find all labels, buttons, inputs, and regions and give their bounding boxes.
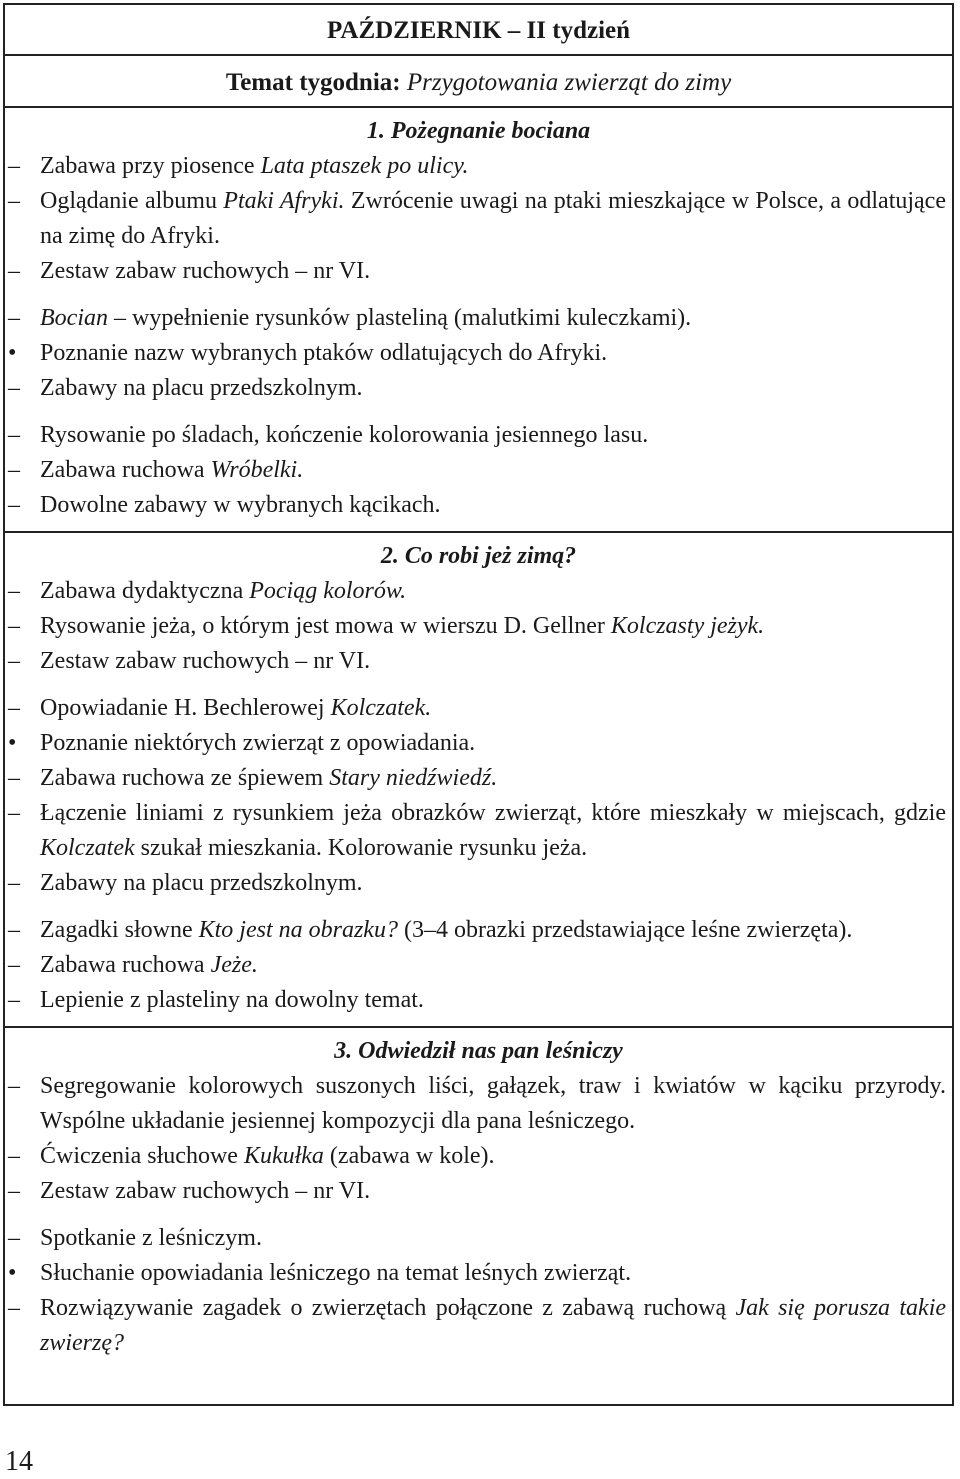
section bbox=[5, 108, 952, 533]
dash-marker: – bbox=[8, 457, 20, 483]
dash-marker: – bbox=[8, 870, 20, 896]
bullet-marker: • bbox=[8, 340, 17, 366]
dash-marker: – bbox=[8, 1143, 20, 1169]
dash-marker: – bbox=[8, 1178, 20, 1204]
dash-marker: – bbox=[8, 375, 20, 401]
italic-title: Kolczasty jeżyk. bbox=[610, 613, 765, 639]
text-run: Zabawy na placu przedszkolnym. bbox=[40, 375, 363, 401]
text-run: Słuchanie opowiadania leśniczego na temat leśnych zwierząt. bbox=[40, 1260, 632, 1286]
section-heading: 2. Co robi jeż zimą? bbox=[380, 543, 577, 569]
week-topic-value: Przygotowania zwierząt do zimy bbox=[406, 69, 732, 96]
sections-container bbox=[5, 108, 952, 1369]
italic-title: Pociąg kolorów. bbox=[249, 578, 407, 604]
item-text bbox=[40, 336, 952, 371]
dash-marker: – bbox=[8, 695, 20, 721]
item-text bbox=[40, 418, 952, 453]
dash-marker: – bbox=[8, 422, 20, 448]
dash-marker: – bbox=[8, 153, 20, 179]
text-run: Zabawy na placu przedszkolnym. bbox=[40, 870, 363, 896]
text-run: (zabawa w kole). bbox=[323, 1143, 495, 1169]
item-text bbox=[40, 691, 952, 726]
item-text bbox=[40, 948, 952, 983]
text-run: Zabawa dydaktyczna bbox=[40, 578, 250, 604]
text-run: (3–4 obrazki przedstawiające leśne zwierzęta). bbox=[397, 917, 853, 943]
italic-title: Kolczatek bbox=[40, 835, 135, 861]
section bbox=[5, 1028, 952, 1369]
item-text bbox=[40, 254, 952, 289]
list-item bbox=[5, 726, 952, 761]
list-item bbox=[5, 1221, 952, 1256]
text-run: Zabawa ruchowa bbox=[40, 457, 211, 483]
dash-marker: – bbox=[8, 765, 20, 791]
list-item bbox=[5, 1069, 952, 1139]
italic-title: Wróbelki. bbox=[210, 457, 304, 483]
text-run: Oglądanie albumu bbox=[40, 188, 224, 214]
text-run: Opowiadanie H. Bechlerowej bbox=[40, 695, 331, 721]
list-item bbox=[5, 488, 952, 523]
item-text bbox=[40, 644, 952, 679]
activity-group bbox=[5, 691, 952, 901]
item-text bbox=[40, 1174, 952, 1209]
list-item bbox=[5, 336, 952, 371]
list-item bbox=[5, 866, 952, 901]
lesson-plan-frame bbox=[3, 3, 954, 1406]
list-item bbox=[5, 184, 952, 254]
italic-title: Jeże. bbox=[210, 952, 258, 978]
list-item bbox=[5, 453, 952, 488]
item-text bbox=[40, 1221, 952, 1256]
dash-marker: – bbox=[8, 987, 20, 1013]
list-item bbox=[5, 149, 952, 184]
activity-group bbox=[5, 574, 952, 679]
text-run: Zestaw zabaw ruchowych – nr VI. bbox=[40, 258, 371, 284]
italic-title: Bocian bbox=[40, 305, 108, 331]
section bbox=[5, 533, 952, 1028]
page-title: PAŹDZIERNIK – II tydzień bbox=[326, 17, 631, 44]
item-text bbox=[40, 488, 952, 523]
dash-marker: – bbox=[8, 305, 20, 331]
text-run: Rozwiązywanie zagadek o zwierzętach połączone z zabawą ruchową bbox=[40, 1295, 736, 1321]
text-run: Rysowanie po śladach, kończenie kolorowania jesiennego lasu. bbox=[40, 422, 649, 448]
text-run: Zestaw zabaw ruchowych – nr VI. bbox=[40, 1178, 371, 1204]
activity-group bbox=[5, 301, 952, 406]
text-run: Zwrócenie uwagi na ptaki mieszkające w Polsce, a odlatujące na zimę do Afryki. bbox=[40, 188, 946, 249]
item-text bbox=[40, 574, 952, 609]
item-text bbox=[40, 1256, 952, 1291]
italic-title: Kto jest na obrazku? bbox=[198, 917, 398, 943]
italic-title: Jak się porusza takie zwierzę? bbox=[40, 1295, 947, 1356]
item-text bbox=[40, 866, 952, 901]
text-run: Zabawa przy piosence bbox=[40, 153, 261, 179]
text-run: Poznanie niektórych zwierząt z opowiadania. bbox=[40, 730, 476, 756]
item-text bbox=[40, 1291, 952, 1361]
text-run: Spotkanie z leśniczym. bbox=[40, 1225, 262, 1251]
text-run: Dowolne zabawy w wybranych kącikach. bbox=[40, 492, 441, 518]
list-item bbox=[5, 574, 952, 609]
text-run: Lepienie z plasteliny na dowolny temat. bbox=[40, 987, 424, 1013]
text-run: – wypełnienie rysunków plasteliną (malutkimi kuleczkami). bbox=[107, 305, 692, 331]
item-text bbox=[40, 609, 952, 644]
bullet-marker: • bbox=[8, 1260, 17, 1286]
item-text bbox=[40, 453, 952, 488]
item-text bbox=[40, 184, 952, 254]
list-item bbox=[5, 418, 952, 453]
dash-marker: – bbox=[8, 188, 20, 214]
section-heading: 1. Pożegnanie bociana bbox=[366, 118, 591, 144]
activity-group bbox=[5, 1069, 952, 1209]
bullet-marker: • bbox=[8, 730, 17, 756]
dash-marker: – bbox=[8, 917, 20, 943]
dash-marker: – bbox=[8, 1073, 20, 1099]
list-item bbox=[5, 691, 952, 726]
dash-marker: – bbox=[8, 613, 20, 639]
text-run: Zabawa ruchowa bbox=[40, 952, 211, 978]
text-run: Zagadki słowne bbox=[40, 917, 199, 943]
dash-marker: – bbox=[8, 1225, 20, 1251]
page-number: 14 bbox=[5, 1446, 33, 1477]
text-run: szukał mieszkania. Kolorowanie rysunku jeża. bbox=[134, 835, 588, 861]
list-item bbox=[5, 948, 952, 983]
dash-marker: – bbox=[8, 648, 20, 674]
list-item bbox=[5, 254, 952, 289]
list-item bbox=[5, 761, 952, 796]
item-text bbox=[40, 983, 952, 1018]
list-item bbox=[5, 1174, 952, 1209]
item-text bbox=[40, 371, 952, 406]
list-item bbox=[5, 644, 952, 679]
list-item bbox=[5, 1256, 952, 1291]
dash-marker: – bbox=[8, 258, 20, 284]
dash-marker: – bbox=[8, 800, 20, 826]
dash-marker: – bbox=[8, 492, 20, 518]
text-run: Zabawa ruchowa ze śpiewem bbox=[40, 765, 330, 791]
item-text bbox=[40, 1069, 952, 1139]
activity-group bbox=[5, 149, 952, 289]
list-item bbox=[5, 301, 952, 336]
text-run: Łączenie liniami z rysunkiem jeża obrazków zwierząt, które mieszkały w miejscach, gdzie bbox=[40, 800, 946, 826]
item-text bbox=[40, 726, 952, 761]
activity-group bbox=[5, 1221, 952, 1361]
list-item bbox=[5, 796, 952, 866]
text-run: Zestaw zabaw ruchowych – nr VI. bbox=[40, 648, 371, 674]
italic-title: Kolczatek. bbox=[330, 695, 432, 721]
activity-group bbox=[5, 913, 952, 1018]
text-run: Poznanie nazw wybranych ptaków odlatujących do Afryki. bbox=[40, 340, 608, 366]
italic-title: Ptaki Afryki. bbox=[223, 188, 345, 214]
dash-marker: – bbox=[8, 1295, 20, 1321]
text-run: Ćwiczenia słuchowe bbox=[40, 1143, 244, 1169]
item-text bbox=[40, 913, 952, 948]
item-text bbox=[40, 761, 952, 796]
italic-title: Stary niedźwiedź. bbox=[329, 765, 498, 791]
dash-marker: – bbox=[8, 952, 20, 978]
week-topic-label: Temat tygodnia: bbox=[225, 69, 401, 96]
list-item bbox=[5, 1139, 952, 1174]
list-item bbox=[5, 609, 952, 644]
activity-group bbox=[5, 418, 952, 523]
list-item bbox=[5, 913, 952, 948]
list-item bbox=[5, 1291, 952, 1361]
week-topic bbox=[5, 54, 952, 108]
list-item bbox=[5, 371, 952, 406]
item-text bbox=[40, 149, 952, 184]
item-text bbox=[40, 1139, 952, 1174]
item-text bbox=[40, 796, 952, 866]
text-run: Segregowanie kolorowych suszonych liści, gałązek, traw i kwiatów w kąciku przyrody. Wspólne układanie jesiennej kompozycji dla pana leśniczego. bbox=[40, 1073, 946, 1134]
list-item bbox=[5, 983, 952, 1018]
item-text bbox=[40, 301, 952, 336]
text-run: Rysowanie jeża, o którym jest mowa w wierszu D. Gellner bbox=[40, 613, 611, 639]
italic-title: Kukułka bbox=[243, 1143, 324, 1169]
dash-marker: – bbox=[8, 578, 20, 604]
italic-title: Lata ptaszek po ulicy. bbox=[260, 153, 469, 179]
section-heading: 3. Odwiedził nas pan leśniczy bbox=[334, 1038, 623, 1064]
